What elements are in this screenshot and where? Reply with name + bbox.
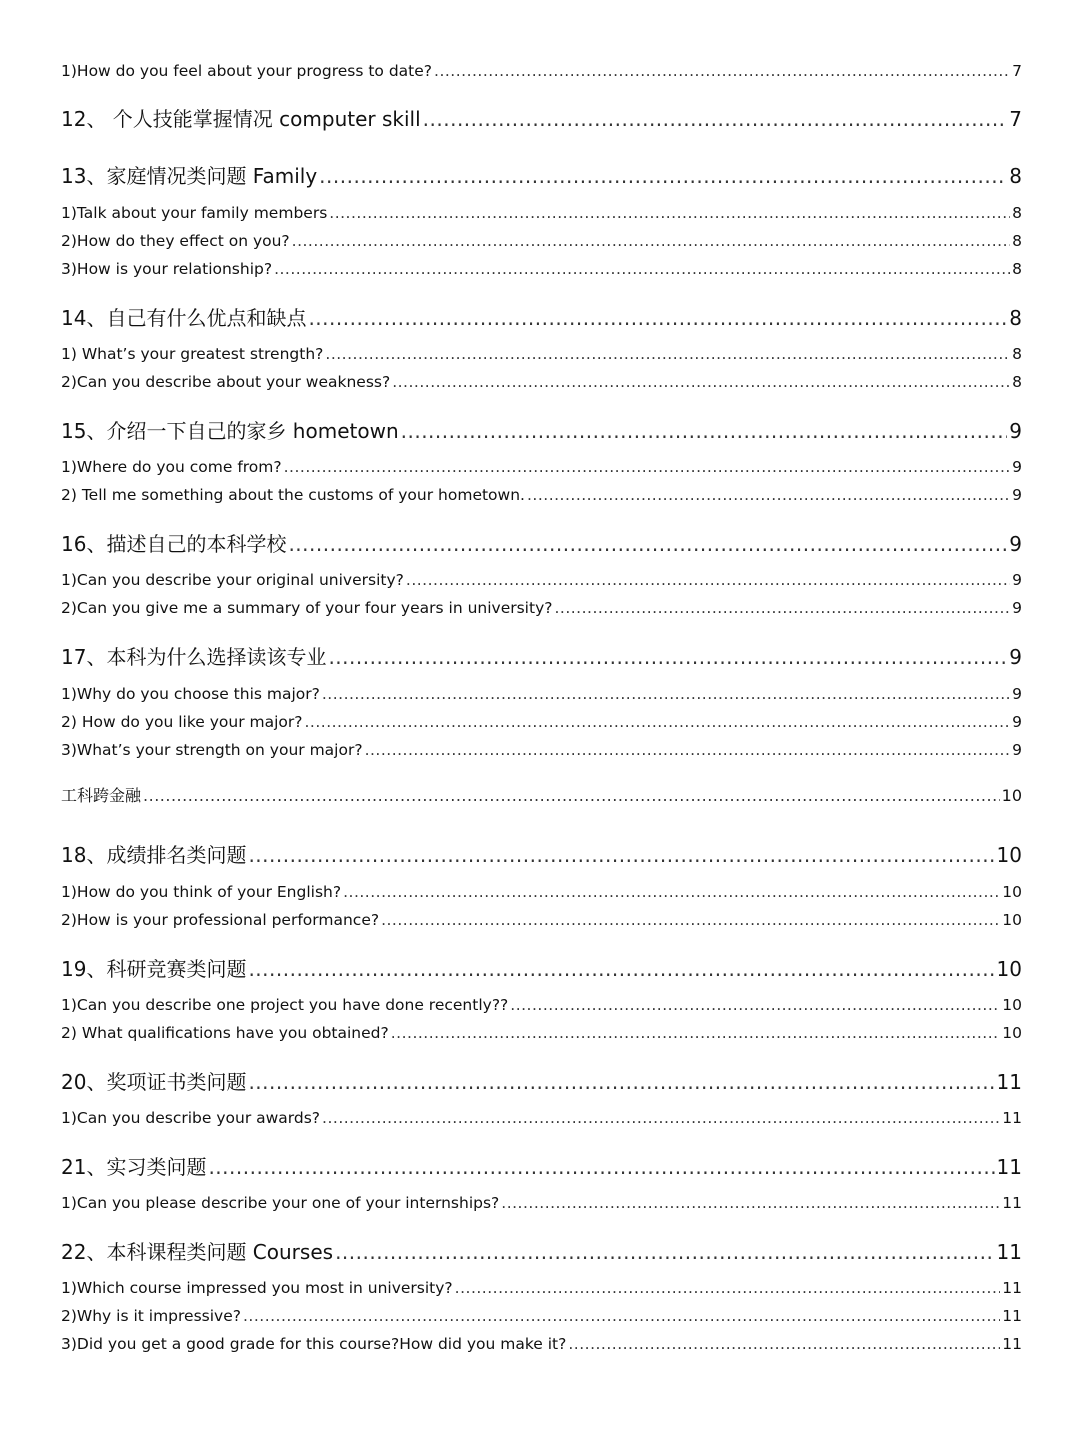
toc-dot-leader (143, 786, 1000, 805)
toc-entry[interactable] (61, 232, 1022, 250)
toc-page-number: 8 (1012, 204, 1022, 222)
toc-dot-leader (423, 107, 1008, 131)
toc-page-number: 8 (1012, 345, 1022, 363)
toc-dot-leader (554, 599, 1010, 617)
toc-entry[interactable] (61, 486, 1022, 504)
toc-section-heading[interactable] (61, 1066, 1022, 1095)
toc-dot-leader (343, 883, 1000, 901)
toc-entry[interactable] (61, 996, 1022, 1014)
toc-entry-title: 1)Where do you come from? (61, 458, 282, 476)
toc-entry-title: 2)Can you describe about your weakness? (61, 373, 391, 391)
toc-dot-leader (455, 1279, 1001, 1297)
toc-dot-leader (329, 204, 1010, 222)
toc-dot-leader (274, 260, 1010, 278)
toc-dot-leader (248, 843, 994, 867)
toc-page-number: 10 (996, 957, 1022, 981)
toc-entry[interactable] (61, 345, 1022, 363)
toc-section-heading[interactable] (61, 160, 1022, 189)
toc-entry-title: 3)What’s your strength on your major? (61, 741, 363, 759)
toc-dot-leader (208, 1155, 994, 1179)
toc-entry-title: 16、描述自己的本科学校 (61, 532, 287, 556)
toc-dot-leader (391, 1024, 1001, 1042)
toc-dot-leader (335, 1240, 994, 1264)
toc-entry[interactable] (61, 1109, 1022, 1127)
toc-page-number: 8 (1012, 232, 1022, 250)
toc-dot-leader (392, 373, 1010, 391)
toc-page-number: 7 (1012, 62, 1022, 80)
toc-entry-title: 1)Can you please describe your one of your internships? (61, 1194, 500, 1212)
toc-entry-title: 1)Which course impressed you most in university? (61, 1279, 453, 1297)
toc-page-number: 11 (996, 1240, 1022, 1264)
toc-dot-leader (365, 741, 1011, 759)
toc-page-number: 11 (1002, 1194, 1022, 1212)
toc-entry-title: 2) How do you like your major? (61, 713, 303, 731)
toc-page-number: 11 (1002, 1109, 1022, 1127)
toc-page-number: 11 (1002, 1279, 1022, 1297)
toc-entry-title: 3)Did you get a good grade for this course?How did you make it? (61, 1335, 567, 1353)
toc-page-number: 9 (1009, 645, 1022, 669)
toc-entry-title: 3)How is your relationship? (61, 260, 273, 278)
toc-entry-title: 2)Can you give me a summary of your four years in university? (61, 599, 553, 617)
toc-dot-leader (568, 1335, 1000, 1353)
toc-entry[interactable] (61, 883, 1022, 901)
toc-entry[interactable] (61, 713, 1022, 731)
toc-section-heading[interactable] (61, 103, 1022, 132)
toc-entry[interactable] (61, 1024, 1022, 1042)
toc-entry[interactable] (61, 204, 1022, 222)
toc-page-number: 10 (1002, 911, 1022, 929)
toc-entry-title: 17、本科为什么选择读该专业 (61, 645, 327, 669)
toc-dot-leader (325, 345, 1010, 363)
toc-page-number: 7 (1009, 107, 1022, 131)
toc-section-heading[interactable] (61, 641, 1022, 670)
toc-page-number: 9 (1009, 419, 1022, 443)
toc-page-number: 10 (996, 843, 1022, 867)
toc-entry[interactable] (61, 1279, 1022, 1297)
toc-entry-title: 1)Can you describe one project you have done recently?? (61, 996, 509, 1014)
toc-entry[interactable] (61, 1307, 1022, 1325)
toc-entry-title: 1) What’s your greatest strength? (61, 345, 324, 363)
toc-entry-title: 2)Why is it impressive? (61, 1307, 241, 1325)
toc-entry[interactable] (61, 62, 1022, 80)
toc-page-number: 10 (1002, 996, 1022, 1014)
toc-dot-leader (248, 1070, 994, 1094)
toc-entry-title: 22、本科课程类问题 Courses (61, 1240, 334, 1264)
toc-dot-leader (308, 306, 1007, 330)
toc-dot-leader (381, 911, 1000, 929)
toc-dot-leader (248, 957, 994, 981)
toc-page-number: 8 (1012, 373, 1022, 391)
toc-section-heading[interactable] (61, 1236, 1022, 1265)
toc-entry-title: 13、家庭情况类问题 Family (61, 164, 318, 188)
toc-entry-title: 2)How is your professional performance? (61, 911, 380, 929)
toc-entry[interactable] (61, 599, 1022, 617)
toc-entry-title: 1)How do you feel about your progress to date? (61, 62, 433, 80)
toc-dot-leader (501, 1194, 1000, 1212)
toc-page-number: 11 (996, 1155, 1022, 1179)
toc-dot-leader (319, 164, 1007, 188)
toc-page-number: 9 (1012, 486, 1022, 504)
toc-dot-leader (510, 996, 1000, 1014)
toc-entry-title: 19、科研竞赛类问题 (61, 957, 247, 981)
toc-entry-title: 1)Talk about your family members (61, 204, 328, 222)
toc-dot-leader (288, 532, 1007, 556)
toc-entry[interactable] (61, 911, 1022, 929)
toc-dot-leader (284, 458, 1011, 476)
toc-entry-title: 2) What qualifications have you obtained? (61, 1024, 389, 1042)
toc-page-number: 9 (1012, 571, 1022, 589)
toc-section-heading[interactable] (61, 415, 1022, 444)
toc-page-number: 9 (1012, 458, 1022, 476)
toc-dot-leader (292, 232, 1010, 250)
toc-page-number: 8 (1012, 260, 1022, 278)
toc-entry-title: 12、 个人技能掌握情况 computer skill (61, 107, 421, 131)
toc-entry-title: 15、介绍一下自己的家乡 hometown (61, 419, 399, 443)
toc-entry-title: 工科跨金融 (61, 786, 142, 805)
toc-section-heading[interactable] (61, 839, 1022, 868)
toc-entry[interactable] (61, 1194, 1022, 1212)
toc-section-heading[interactable] (61, 953, 1022, 982)
toc-page-number: 9 (1009, 532, 1022, 556)
toc-page-number: 9 (1012, 685, 1022, 703)
toc-entry-title: 1)Can you describe your original university? (61, 571, 404, 589)
toc-page-number: 11 (1002, 1307, 1022, 1325)
toc-entry[interactable] (61, 571, 1022, 589)
toc-page-number: 8 (1009, 164, 1022, 188)
toc-dot-leader (305, 713, 1011, 731)
toc-page-number: 9 (1012, 713, 1022, 731)
toc-entry-title: 20、奖项证书类问题 (61, 1070, 247, 1094)
toc-entry[interactable] (61, 373, 1022, 391)
toc-dot-leader (322, 685, 1010, 703)
toc-entry[interactable] (61, 741, 1022, 759)
toc-entry[interactable] (61, 458, 1022, 476)
toc-entry-title: 1)Why do you choose this major? (61, 685, 320, 703)
toc-entry[interactable] (61, 783, 1022, 806)
toc-page-number: 11 (1002, 1335, 1022, 1353)
toc-entry-title: 1)Can you describe your awards? (61, 1109, 321, 1127)
toc-dot-leader (401, 419, 1008, 443)
toc-section-heading[interactable] (61, 302, 1022, 331)
toc-section-heading[interactable] (61, 1151, 1022, 1180)
toc-dot-leader (322, 1109, 1000, 1127)
toc-page-number: 11 (996, 1070, 1022, 1094)
toc-page-number: 8 (1009, 306, 1022, 330)
toc-entry-title: 2)How do they effect on you? (61, 232, 290, 250)
toc-dot-leader (406, 571, 1010, 589)
toc-page-number: 10 (1001, 786, 1022, 805)
toc-page-number: 9 (1012, 741, 1022, 759)
toc-dot-leader (434, 62, 1010, 80)
toc-page-number: 10 (1002, 1024, 1022, 1042)
toc-entry-title: 21、实习类问题 (61, 1155, 207, 1179)
toc-entry-title: 18、成绩排名类问题 (61, 843, 247, 867)
toc-section-heading[interactable] (61, 528, 1022, 557)
toc-entry[interactable] (61, 1335, 1022, 1353)
toc-entry-title: 1)How do you think of your English? (61, 883, 342, 901)
toc-entry[interactable] (61, 260, 1022, 278)
toc-dot-leader (243, 1307, 1000, 1325)
toc-entry-title: 2) Tell me something about the customs of your hometown. (61, 486, 525, 504)
toc-dot-leader (527, 486, 1010, 504)
toc-page-number: 9 (1012, 599, 1022, 617)
toc-entry-title: 14、自己有什么优点和缺点 (61, 306, 307, 330)
toc-entry[interactable] (61, 685, 1022, 703)
toc-dot-leader (328, 645, 1007, 669)
toc-page-number: 10 (1002, 883, 1022, 901)
